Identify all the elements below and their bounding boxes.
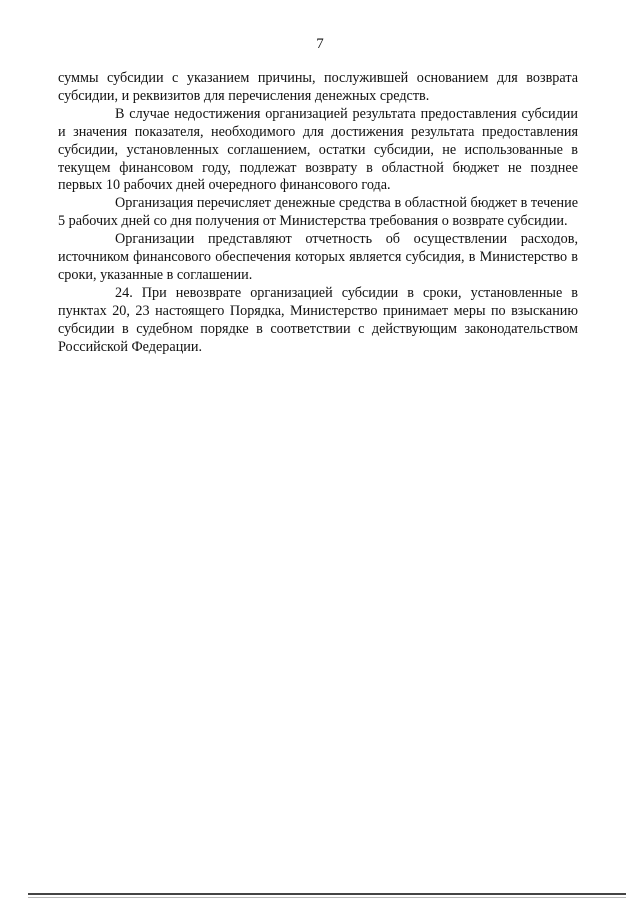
scan-edge-shadow	[28, 897, 626, 898]
paragraph-unused-balance-return: В случае недостижения организацией результата предоставления субсидии и значения показателя, необходимого для достижения результата предоставления субсидии, установленных соглашением, остатки субсидии, не использованные в текущем финансовом году, подлежат возврату в областной бюджет не позднее первых 10 рабочих дней очередного финансового года.	[58, 105, 578, 194]
scan-edge-line	[28, 893, 626, 895]
paragraph-transfer-deadline: Организация перечисляет денежные средства в областной бюджет в течение 5 рабочих дней со дня получения от Министерства требования о возврате субсидии.	[58, 195, 578, 230]
paragraph-refund-details: суммы субсидии с указанием причины, послужившей основанием для возврата субсидии, и реквизитов для перечисления денежных средств.	[58, 70, 578, 104]
paragraph-reporting: Организации представляют отчетность об осуществлении расходов, источником финансового обеспечения которых является субсидия, в Министерство в сроки, указанные в соглашении.	[58, 231, 578, 283]
page-number: 7	[316, 36, 324, 52]
paragraph-item-24: 24. При невозврате организацией субсидии в сроки, установленные в пунктах 20, 23 настоящего Порядка, Министерство принимает меры по взысканию субсидии в судебном порядке в соответствии с действующим законодательством Российской Федерации.	[58, 284, 578, 355]
document-body	[58, 70, 578, 357]
